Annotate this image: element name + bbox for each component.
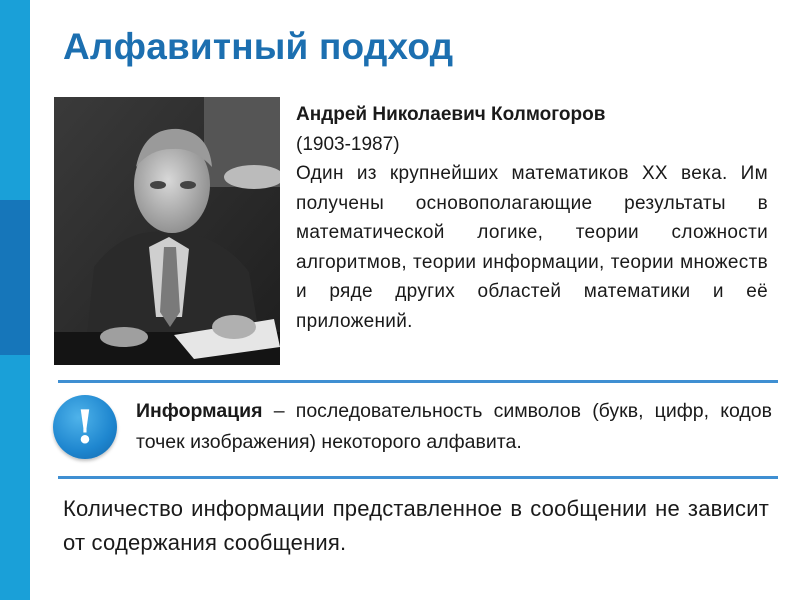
definition-term: Информация [136,400,263,422]
divider-bottom [58,476,778,479]
exclamation-icon: ! [53,395,117,459]
person-years: (1903-1987) [296,133,400,155]
portrait-photo [54,97,280,365]
person-name: Андрей Николаевич Колмогоров [296,104,606,125]
biography-block [296,100,768,336]
divider-top [58,380,778,383]
definition-text [136,396,772,458]
biography-text: Один из крупнейших математиков XX века. Им получены основополагающие результаты в математической логике, теории сложности алгоритмов, теории информации, теории множеств и ряде других областей математики и её приложений. [296,163,768,332]
definition-body: – последовательность символов (букв, цифр, кодов точек изображения) некоторого алфавита. [136,400,772,453]
statement-text: Количество информации представленное в сообщении не зависит от содержания сообщения. [63,496,769,555]
slide-title: Алфавитный подход [63,26,454,67]
left-sidebar-accent [0,200,30,355]
